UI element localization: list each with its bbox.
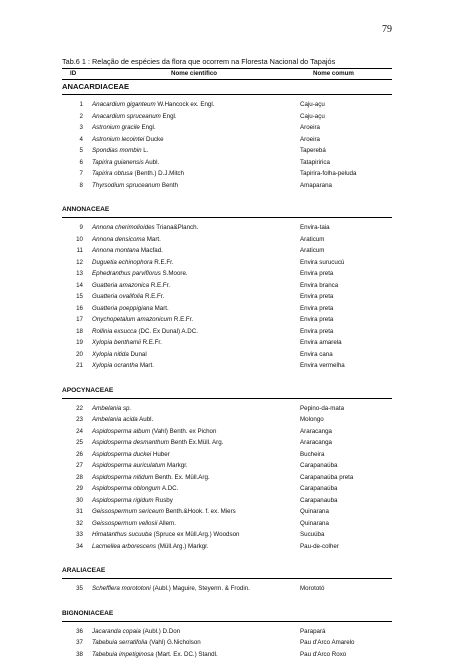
scientific-name	[92, 222, 198, 234]
table-row	[62, 234, 392, 246]
species-binomial: Himatanthus sucuuba	[92, 531, 152, 538]
row-id: 16	[62, 303, 83, 315]
species-author: R.E.Fr.	[154, 259, 173, 266]
species-author: Benth Ex.Müll. Arg.	[171, 439, 224, 446]
table-row	[62, 326, 392, 338]
common-name: Aroeira	[300, 134, 320, 146]
common-name: Quinarana	[300, 506, 329, 518]
common-name: Envira surucucú	[300, 257, 344, 269]
scientific-name	[92, 637, 201, 649]
common-name: Carapanaúba	[300, 460, 338, 472]
species-author: Huber	[153, 451, 170, 458]
scientific-name	[92, 314, 193, 326]
family-heading: ANNONACEAE	[62, 204, 392, 216]
common-name: Envira cana	[300, 349, 333, 361]
table-row	[62, 122, 392, 134]
scientific-name	[92, 360, 154, 372]
common-name: Envira preta	[300, 314, 333, 326]
row-id: 13	[62, 268, 83, 280]
table-row	[62, 349, 392, 361]
species-binomial: Tabebuia impetiginosa	[92, 651, 154, 658]
row-id: 34	[62, 541, 83, 553]
scientific-name	[92, 180, 178, 192]
common-name: Araticum	[300, 245, 324, 257]
table-row	[62, 529, 392, 541]
scientific-name	[92, 349, 147, 361]
species-binomial: Xylopia ocrantha	[92, 362, 138, 369]
row-id: 33	[62, 529, 83, 541]
table-row	[62, 414, 392, 426]
species-author: (Aubl.) D.Don	[143, 628, 180, 635]
species-table	[62, 81, 392, 660]
common-name: Parapará	[300, 626, 325, 638]
row-id: 28	[62, 472, 83, 484]
common-name: Envira vermelha	[300, 360, 345, 372]
species-binomial: Guatteria amazonica	[92, 282, 149, 289]
species-author: Triana&Planch.	[156, 224, 198, 231]
table-row	[62, 449, 392, 461]
family-rule	[62, 217, 392, 218]
table-row	[62, 180, 392, 192]
common-name: Quinarana	[300, 518, 329, 530]
row-id: 20	[62, 349, 83, 361]
scientific-name	[92, 257, 174, 269]
row-id: 30	[62, 495, 83, 507]
scientific-name	[92, 403, 131, 415]
species-author: (Spruce ex Müll.Arg.) Woodson	[154, 531, 240, 538]
table-row	[62, 245, 392, 257]
row-id: 27	[62, 460, 83, 472]
common-name: Caju-açu	[300, 111, 325, 123]
species-author: Benth	[162, 182, 178, 189]
scientific-name	[92, 626, 180, 638]
species-author: (Vahl) G.Nicholson	[149, 639, 200, 646]
species-binomial: Thyrsodium spruceanum	[92, 182, 160, 189]
table-row	[62, 426, 392, 438]
family-gap	[62, 372, 392, 385]
species-binomial: Anacardium spruceanum	[92, 113, 161, 120]
row-id: 3	[62, 122, 83, 134]
common-name: Tatapiririca	[300, 157, 330, 169]
scientific-name	[92, 234, 161, 246]
scientific-name	[92, 168, 184, 180]
species-author: (DC. Ex Dunal) A.DC.	[138, 328, 197, 335]
species-author: (Aubl.) Maguire, Steyerm. & Frodin.	[153, 585, 250, 592]
row-id: 10	[62, 234, 83, 246]
table-row	[62, 337, 392, 349]
species-binomial: Geissospermum sericeum	[92, 508, 164, 515]
species-binomial: Ambelania sp.	[92, 405, 131, 412]
species-binomial: Anacardium giganteum	[92, 101, 156, 108]
species-binomial: Rollinia exsucca	[92, 328, 137, 335]
scientific-name	[92, 268, 188, 280]
family-heading: APOCYNACEAE	[62, 385, 392, 397]
table-row	[62, 460, 392, 472]
scientific-name	[92, 518, 176, 530]
row-id: 24	[62, 426, 83, 438]
row-id: 14	[62, 280, 83, 292]
family-rule	[62, 621, 392, 622]
species-binomial: Onychopetalum amazonicum	[92, 316, 172, 323]
header-common-name: Nome comum	[313, 70, 354, 77]
common-name: Tapirira-folha-peluda	[300, 168, 356, 180]
species-binomial: Aspidosperma desmanthum	[92, 439, 169, 446]
species-binomial: Aspidosperma rigidum	[92, 497, 154, 504]
scientific-name	[92, 483, 178, 495]
common-name: Pepino-da-mata	[300, 403, 344, 415]
species-binomial: Annona densicoma	[92, 236, 145, 243]
species-binomial: Geissospermum vellosii	[92, 520, 157, 527]
row-id: 19	[62, 337, 83, 349]
row-id: 26	[62, 449, 83, 461]
family-rule	[62, 578, 392, 579]
row-id: 32	[62, 518, 83, 530]
table-row	[62, 403, 392, 415]
common-name: Araticum	[300, 234, 324, 246]
species-binomial: Schefflera morototoni	[92, 585, 151, 592]
species-binomial: Tabebuia serratifolia	[92, 639, 148, 646]
row-id: 31	[62, 506, 83, 518]
species-binomial: Guatteria poeppigiana	[92, 305, 153, 312]
family-heading: BIGNONIACEAE	[62, 608, 392, 620]
table-title: Tab.6 1 : Relação de espécies da flora que ocorrem na Floresta Nacional do Tapajós	[62, 57, 335, 66]
species-binomial: Annona cherimolioides	[92, 224, 155, 231]
row-id: 25	[62, 437, 83, 449]
row-id: 15	[62, 291, 83, 303]
species-binomial: Annona montana	[92, 247, 139, 254]
species-author: Allem.	[159, 520, 176, 527]
common-name: Carapanaúba	[300, 483, 338, 495]
row-id: 35	[62, 583, 83, 595]
table-row	[62, 495, 392, 507]
species-binomial: Jacaranda copaia	[92, 628, 141, 635]
common-name: Morototó	[300, 583, 324, 595]
species-binomial: Aspidosperma nitidum	[92, 474, 153, 481]
scientific-name	[92, 437, 223, 449]
species-binomial: Astronium lecointei	[92, 136, 144, 143]
species-author: Rusby	[155, 497, 173, 504]
row-id: 18	[62, 326, 83, 338]
species-author: (Müll.Arg.) Markgr.	[158, 543, 209, 550]
species-author: R.E.Fr.	[143, 339, 162, 346]
species-author: Macfad.	[141, 247, 163, 254]
table-row	[62, 541, 392, 553]
family-rule	[62, 398, 392, 399]
species-author: Mart.	[155, 305, 169, 312]
scientific-name	[92, 649, 218, 660]
scientific-name	[92, 303, 169, 315]
species-author: R.E.Fr.	[151, 282, 170, 289]
species-binomial: Ambelania acida	[92, 416, 138, 423]
species-author: Ducke	[146, 136, 164, 143]
row-id: 1	[62, 99, 83, 111]
table-row	[62, 99, 392, 111]
header-scientific-name: Nome científico	[171, 70, 217, 77]
table-row	[62, 280, 392, 292]
common-name: Sucuúba	[300, 529, 324, 541]
table-row	[62, 360, 392, 372]
common-name: Molongo	[300, 414, 324, 426]
table-row	[62, 257, 392, 269]
species-binomial: Tapirira obtusa	[92, 170, 133, 177]
row-id: 5	[62, 145, 83, 157]
row-id: 17	[62, 314, 83, 326]
table-row	[62, 222, 392, 234]
species-author: Benth.&Hook. f. ex. Miers	[166, 508, 236, 515]
row-id: 37	[62, 637, 83, 649]
species-author: S.Moore.	[163, 270, 188, 277]
species-author: Aubl.	[139, 416, 153, 423]
table-row	[62, 111, 392, 123]
species-author: (Vahl) Benth. ex Pichon	[152, 428, 217, 435]
species-author: Markgr.	[167, 462, 188, 469]
species-binomial: Astronium gracile	[92, 124, 140, 131]
common-name: Amaparana	[300, 180, 332, 192]
family-heading: ARALIACEAE	[62, 565, 392, 577]
row-id: 8	[62, 180, 83, 192]
species-author: L.	[143, 147, 148, 154]
common-name: Araracanga	[300, 437, 332, 449]
scientific-name	[92, 460, 188, 472]
species-binomial: Aspidosperma album	[92, 428, 150, 435]
scientific-name	[92, 426, 216, 438]
table-row	[62, 583, 392, 595]
species-author: (Mart. Ex. DC.) Standl.	[155, 651, 217, 658]
species-author: R.E.Fr.	[174, 316, 193, 323]
species-author: Engl.	[142, 124, 156, 131]
table-row	[62, 157, 392, 169]
scientific-name	[92, 122, 156, 134]
scientific-name	[92, 291, 164, 303]
common-name: Envira branca	[300, 280, 338, 292]
family-gap	[62, 191, 392, 204]
row-id: 4	[62, 134, 83, 146]
common-name: Envira-taia	[300, 222, 330, 234]
family-gap	[62, 595, 392, 608]
species-author: R.E.Fr.	[145, 293, 164, 300]
scientific-name	[92, 472, 210, 484]
table-row	[62, 314, 392, 326]
table-row	[62, 437, 392, 449]
scientific-name	[92, 414, 153, 426]
common-name: Caju-açu	[300, 99, 325, 111]
family-rule	[62, 94, 392, 95]
scientific-name	[92, 449, 170, 461]
row-id: 21	[62, 360, 83, 372]
table-row	[62, 649, 392, 660]
species-author: Engl.	[163, 113, 177, 120]
common-name: Pau d'Arco Amarelo	[300, 637, 355, 649]
common-name: Bucheira	[300, 449, 324, 461]
table-row	[62, 291, 392, 303]
species-binomial: Lacmellea arborescens	[92, 543, 156, 550]
scientific-name	[92, 337, 162, 349]
table-row	[62, 268, 392, 280]
row-id: 36	[62, 626, 83, 638]
table-row	[62, 518, 392, 530]
scientific-name	[92, 145, 148, 157]
family-heading: ANACARDIACEAE	[62, 81, 392, 93]
common-name: Carapanaúba preta	[300, 472, 353, 484]
scientific-name	[92, 157, 159, 169]
scientific-name	[92, 541, 209, 553]
row-id: 23	[62, 414, 83, 426]
species-binomial: Xylopia nitida	[92, 351, 129, 358]
common-name: Envira preta	[300, 268, 333, 280]
row-id: 29	[62, 483, 83, 495]
species-binomial: Ephedranthus parviflorus	[92, 270, 161, 277]
species-binomial: Guatteria ovalifolia	[92, 293, 143, 300]
common-name: Envira amarela	[300, 337, 342, 349]
species-binomial: Tapirira guianensis	[92, 159, 144, 166]
species-binomial: Xylopia benthamii	[92, 339, 141, 346]
common-name: Envira preta	[300, 303, 333, 315]
scientific-name	[92, 495, 173, 507]
species-author: (Benth.) D.J.Mitch	[134, 170, 184, 177]
species-author: Mart.	[147, 236, 161, 243]
table-row	[62, 145, 392, 157]
scientific-name	[92, 111, 177, 123]
table-row	[62, 506, 392, 518]
common-name: Taperebá	[300, 145, 326, 157]
row-id: 38	[62, 649, 83, 660]
common-name: Envira preta	[300, 326, 333, 338]
species-author: W.Hancock ex. Engl.	[157, 101, 214, 108]
table-row	[62, 483, 392, 495]
table-row	[62, 168, 392, 180]
species-author: Dunal	[131, 351, 147, 358]
species-binomial: Duguetia echinophora	[92, 259, 153, 266]
scientific-name	[92, 245, 163, 257]
common-name: Pau d'Arco Roxo	[300, 649, 346, 660]
table-row	[62, 303, 392, 315]
species-binomial: Aspidosperma oblongum	[92, 485, 160, 492]
row-id: 2	[62, 111, 83, 123]
scientific-name	[92, 506, 236, 518]
species-author: Benth. Ex. Müll.Arg.	[155, 474, 210, 481]
common-name: Pau-de-colher	[300, 541, 339, 553]
species-binomial: Aspidosperma auriculatum	[92, 462, 165, 469]
species-author: Aubl.	[145, 159, 159, 166]
scientific-name	[92, 99, 214, 111]
row-id: 22	[62, 403, 83, 415]
header-id: ID	[70, 70, 76, 77]
scientific-name	[92, 134, 164, 146]
table-header	[62, 69, 392, 79]
common-name: Aroeira	[300, 122, 320, 134]
table-row	[62, 637, 392, 649]
species-author: Mart.	[140, 362, 154, 369]
scientific-name	[92, 529, 239, 541]
common-name: Envira preta	[300, 291, 333, 303]
common-name: Carapanauba	[300, 495, 338, 507]
row-id: 7	[62, 168, 83, 180]
scientific-name	[92, 583, 250, 595]
row-id: 9	[62, 222, 83, 234]
species-binomial: Aspidosperma duckei	[92, 451, 151, 458]
row-id: 11	[62, 245, 83, 257]
scientific-name	[92, 326, 198, 338]
page-number: 79	[372, 24, 392, 35]
table-row	[62, 472, 392, 484]
scientific-name	[92, 280, 170, 292]
species-author: A.DC.	[162, 485, 179, 492]
row-id: 6	[62, 157, 83, 169]
row-id: 12	[62, 257, 83, 269]
table-row	[62, 626, 392, 638]
table-row	[62, 134, 392, 146]
header-bottom-rule	[62, 79, 392, 80]
common-name: Araracanga	[300, 426, 332, 438]
species-binomial: Spondias mombin	[92, 147, 142, 154]
family-gap	[62, 552, 392, 565]
